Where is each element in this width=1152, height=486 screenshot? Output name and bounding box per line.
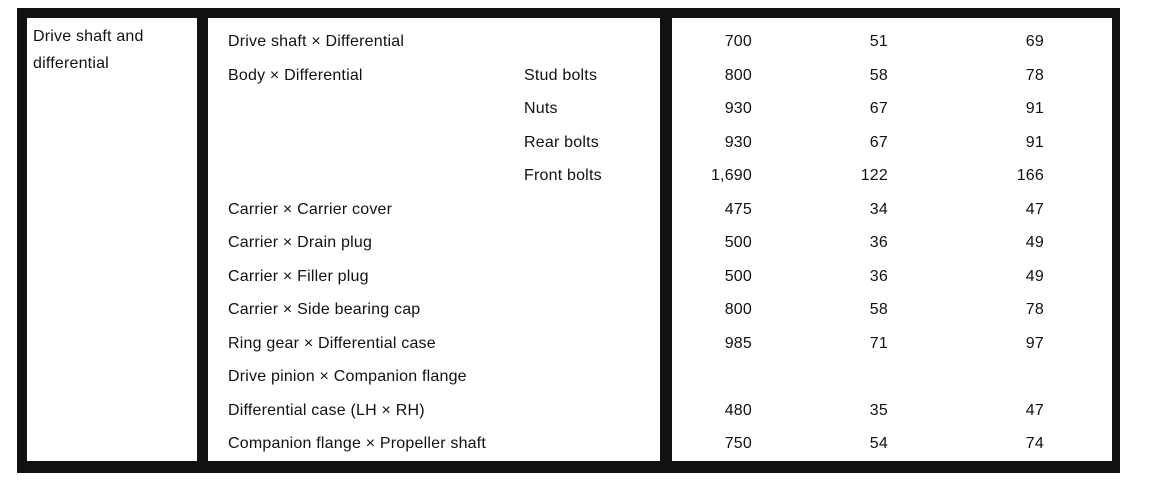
part-cell: Companion flange × Propeller shaft: [228, 435, 487, 452]
torque-ft-lb-cell: 47: [1025, 201, 1044, 218]
torque-ft-lb-cell: 49: [1025, 234, 1044, 251]
part-cell: Carrier × Filler plug: [228, 268, 369, 285]
sub-part-cell: Rear bolts: [524, 134, 599, 151]
part-cell: Carrier × Side bearing cap: [228, 301, 421, 318]
system-label: Drive shaft and differential: [33, 28, 144, 72]
torque-kg-cm-cell: 500: [724, 268, 752, 285]
torque-n-m-cell: 67: [869, 100, 888, 117]
torque-n-m-cell: 58: [869, 301, 888, 318]
torque-n-m-cell: 71: [869, 335, 888, 352]
part-cell: Drive shaft × Differential: [228, 33, 405, 50]
torque-n-m-cell: 54: [869, 435, 888, 452]
torque-kg-cm-cell: 480: [724, 402, 752, 419]
torque-ft-lb-cell: 91: [1025, 134, 1044, 151]
torque-ft-lb-cell: 166: [1016, 167, 1044, 184]
torque-n-m-cell: 34: [869, 201, 888, 218]
torque-n-m-cell: 36: [869, 268, 888, 285]
torque-kg-cm-cell: 930: [724, 100, 752, 117]
part-cell: Drive pinion × Companion flange: [228, 368, 467, 385]
sub-part-cell: Front bolts: [524, 167, 602, 184]
torque-ft-lb-cell: 49: [1025, 268, 1044, 285]
torque-kg-cm-cell: 750: [724, 435, 752, 452]
system-column: [27, 18, 197, 461]
torque-ft-lb-cell: 74: [1025, 435, 1044, 452]
part-cell: Carrier × Carrier cover: [228, 201, 393, 218]
torque-n-m-cell: 35: [869, 402, 888, 419]
part-cell: Carrier × Drain plug: [228, 234, 373, 251]
torque-n-m-cell: 67: [869, 134, 888, 151]
torque-kg-cm-cell: 985: [724, 335, 752, 352]
torque-kg-cm-cell: 800: [724, 67, 752, 84]
part-cell: Ring gear × Differential case: [228, 335, 436, 352]
torque-n-m-cell: 122: [860, 167, 888, 184]
torque-n-m-cell: 58: [869, 67, 888, 84]
torque-kg-cm-cell: 1,690: [710, 167, 752, 184]
torque-kg-cm-cell: 475: [724, 201, 752, 218]
torque-n-m-cell: 51: [869, 33, 888, 50]
torque-kg-cm-cell: 500: [724, 234, 752, 251]
torque-ft-lb-cell: 78: [1025, 67, 1044, 84]
torque-ft-lb-cell: 97: [1025, 335, 1044, 352]
torque-n-m-cell: 36: [869, 234, 888, 251]
torque-ft-lb-cell: 91: [1025, 100, 1044, 117]
sub-part-cell: Stud bolts: [524, 67, 598, 84]
torque-ft-lb-cell: 69: [1025, 33, 1044, 50]
sub-part-cell: Nuts: [524, 100, 558, 117]
torque-ft-lb-cell: 78: [1025, 301, 1044, 318]
torque-kg-cm-cell: 700: [724, 33, 752, 50]
torque-kg-cm-cell: 800: [724, 301, 752, 318]
part-cell: Body × Differential: [228, 67, 363, 84]
torque-kg-cm-cell: 930: [724, 134, 752, 151]
torque-ft-lb-cell: 47: [1025, 402, 1044, 419]
part-cell: Differential case (LH × RH): [228, 402, 425, 419]
